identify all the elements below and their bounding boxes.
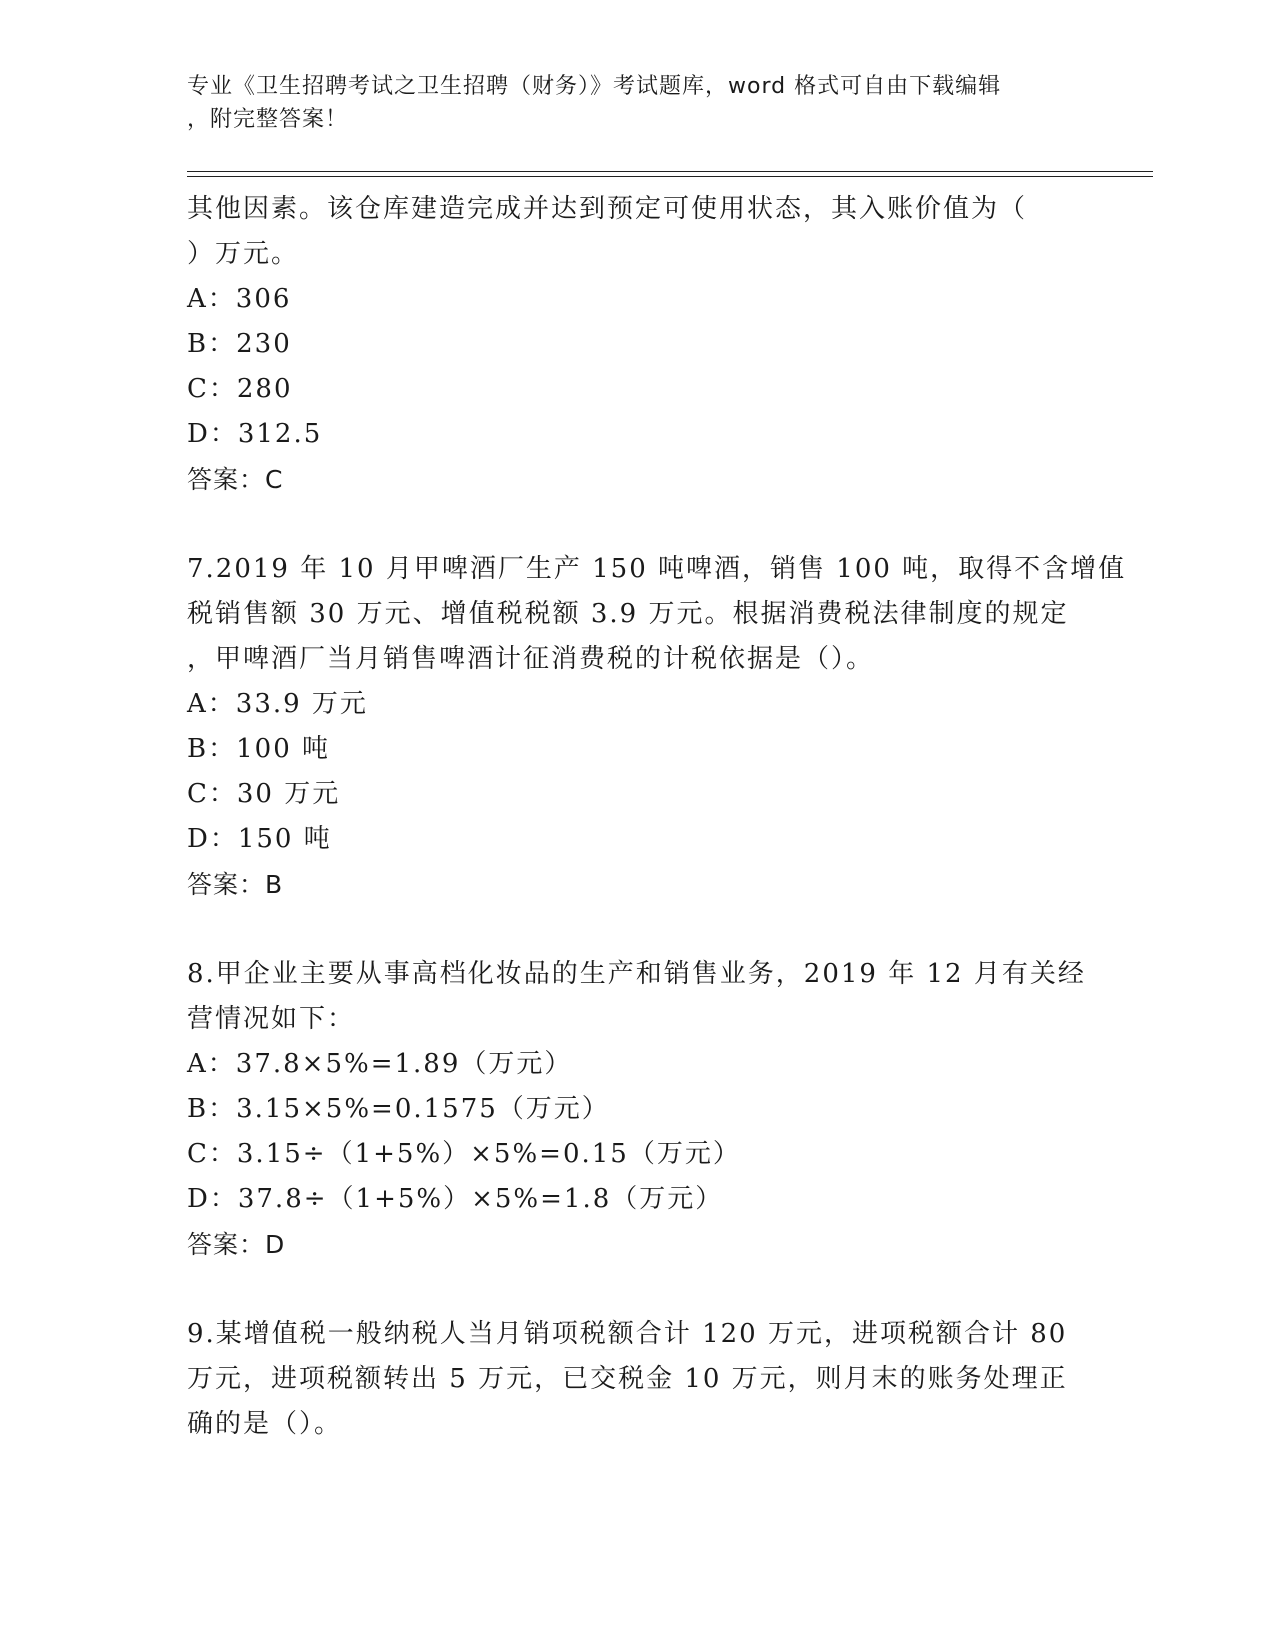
header-line-2: ，附完整答案！ bbox=[187, 107, 349, 132]
option-b: B：100 吨 bbox=[187, 734, 330, 764]
question-6 bbox=[187, 187, 1087, 502]
question-stem-line: 万元，进项税额转出 5 万元，已交税金 10 万元，则月末的账务处理正 bbox=[187, 1364, 1068, 1394]
option-c: C：3.15÷（1+5%）×5%=0.15（万元） bbox=[187, 1139, 741, 1169]
question-stem-line: 8.甲企业主要从事高档化妆品的生产和销售业务，2019 年 12 月有关经 bbox=[187, 959, 1086, 989]
option-a: A：33.9 万元 bbox=[187, 689, 368, 719]
question-stem-line: 税销售额 30 万元、增值税税额 3.9 万元。根据消费税法律制度的规定 bbox=[187, 599, 1069, 629]
option-c: C：280 bbox=[187, 374, 293, 404]
answer: 答案：C bbox=[187, 465, 284, 494]
question-stem-line: ）万元。 bbox=[187, 239, 300, 269]
question-stem-line: 营情况如下： bbox=[187, 1004, 356, 1034]
question-stem-line: 7.2019 年 10 月甲啤酒厂生产 150 吨啤酒，销售 100 吨，取得不含增值 bbox=[187, 554, 1127, 584]
option-a: A：37.8×5%=1.89（万元） bbox=[187, 1049, 573, 1079]
option-a: A：306 bbox=[187, 284, 292, 314]
answer: 答案：D bbox=[187, 1230, 286, 1259]
option-d: D：37.8÷（1+5%）×5%=1.8（万元） bbox=[187, 1184, 724, 1214]
question-content bbox=[187, 187, 1127, 1447]
question-stem-line: 确的是（）。 bbox=[187, 1409, 343, 1439]
header-divider-bottom bbox=[187, 176, 1153, 177]
question-stem-line: 9.某增值税一般纳税人当月销项税额合计 120 万元，进项税额合计 80 bbox=[187, 1319, 1068, 1349]
option-d: D：150 吨 bbox=[187, 824, 332, 854]
option-c: C：30 万元 bbox=[187, 779, 341, 809]
option-d: D：312.5 bbox=[187, 419, 323, 449]
question-stem-line: 其他因素。该仓库建造完成并达到预定可使用状态，其入账价值为（ bbox=[187, 194, 1028, 224]
question-stem-line: ，甲啤酒厂当月销售啤酒计征消费税的计税依据是（）。 bbox=[187, 644, 875, 674]
question-8 bbox=[187, 952, 1087, 1267]
header-divider-top bbox=[187, 171, 1153, 172]
option-b: B：230 bbox=[187, 329, 292, 359]
header-line-1: 专业《卫生招聘考试之卫生招聘（财务）》考试题库，word 格式可自由下载编辑 bbox=[187, 74, 1002, 99]
question-9 bbox=[187, 1312, 1087, 1447]
question-7 bbox=[187, 547, 1127, 907]
answer: 答案：B bbox=[187, 870, 284, 899]
option-b: B：3.15×5%=0.1575（万元） bbox=[187, 1094, 610, 1124]
document-header bbox=[187, 70, 1067, 136]
